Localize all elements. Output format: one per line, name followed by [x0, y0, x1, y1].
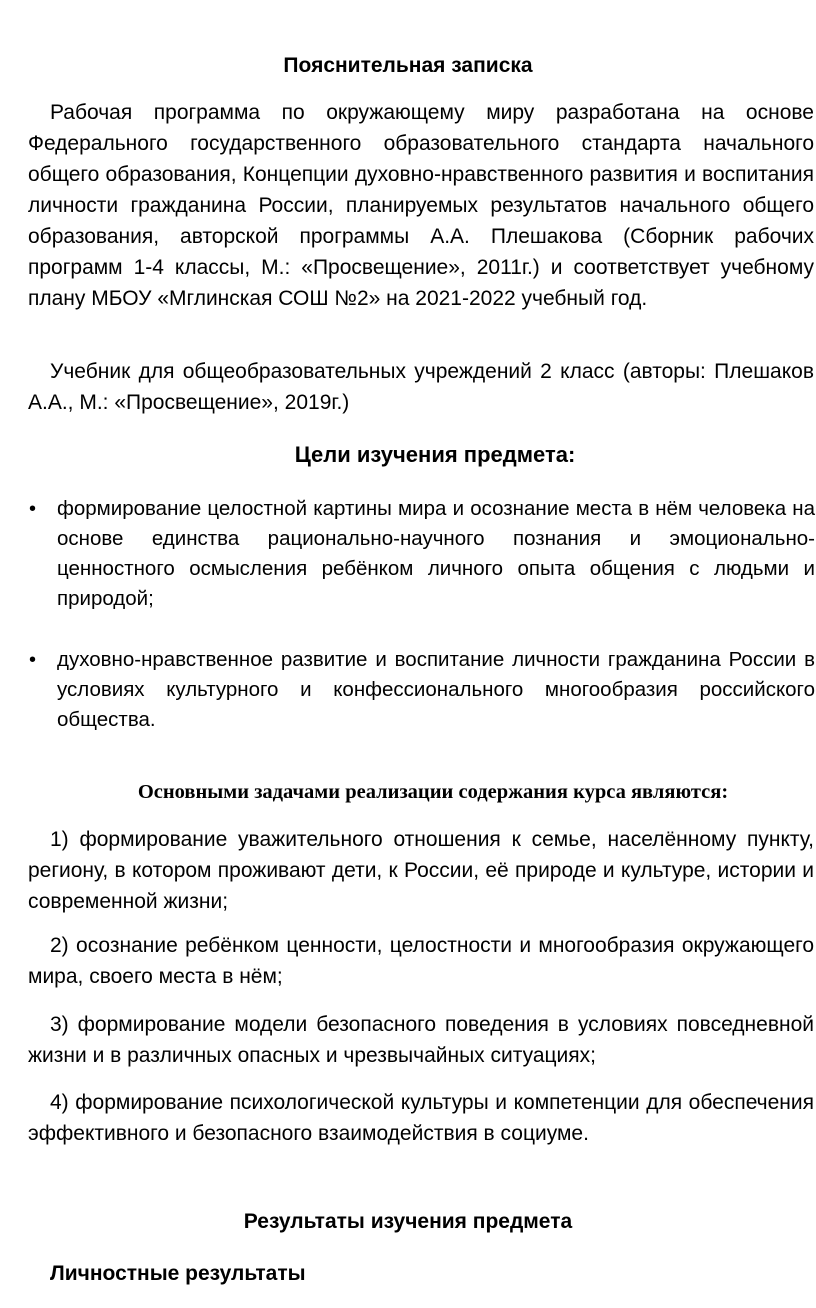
goal-item: формирование целостной картины мира и осознание места в нём человека на основе единства рационально-научного познания и эмоционально-ценностного осмысления ребёнком личного опыта общения с людьми и природой;	[57, 497, 815, 610]
goal-item: духовно-нравственное развитие и воспитание личности гражданина России в условиях культурного и конфессионального многообразия российского общества.	[57, 648, 815, 731]
task-item: 2) осознание ребёнком ценности, целостности и многообразия окружающего мира, своего места в нём;	[28, 934, 814, 988]
task-item: 4) формирование психологической культуры и компетенции для обеспечения эффективного и безопасного взаимодействия в социуме.	[28, 1091, 814, 1145]
textbook-paragraph: Учебник для общеобразовательных учреждений 2 класс (авторы: Плешаков А.А., М.: «Просвещение», 2019г.)	[28, 360, 814, 414]
bullet-icon: •	[29, 498, 37, 520]
results-heading: Результаты изучения предмета	[243, 1210, 573, 1233]
goals-heading: Цели изучения предмета:	[294, 442, 576, 467]
task-item: 3) формирование модели безопасного поведения в условиях повседневной жизни и в различных опасных и чрезвычайных ситуациях;	[28, 1013, 814, 1067]
tasks-heading: Основными задачами реализации содержания курса являются:	[137, 781, 729, 803]
bullet-icon: •	[29, 649, 37, 671]
intro-paragraph: Рабочая программа по окружающему миру разработана на основе Федерального государственного образовательного стандарта начального общего образования, Концепции духовно-нравственного развития и воспитания личности гражданина России, планируемых результатов начального общего образования, авторской программы А.А. Плешакова (Сборник рабочих программ 1-4 классы, М.: «Просвещение», 2011г.) и соответствует учебному плану МБОУ «Мглинская СОШ №2» на 2021-2022 учебный год.	[28, 101, 814, 310]
personal-results-heading: Личностные результаты	[50, 1262, 306, 1285]
task-item: 1) формирование уважительного отношения к семье, населённому пункту, региону, в котором проживают дети, к России, её природе и культуре, истории и современной жизни;	[28, 828, 814, 913]
page-title: Пояснительная записка	[283, 54, 533, 77]
